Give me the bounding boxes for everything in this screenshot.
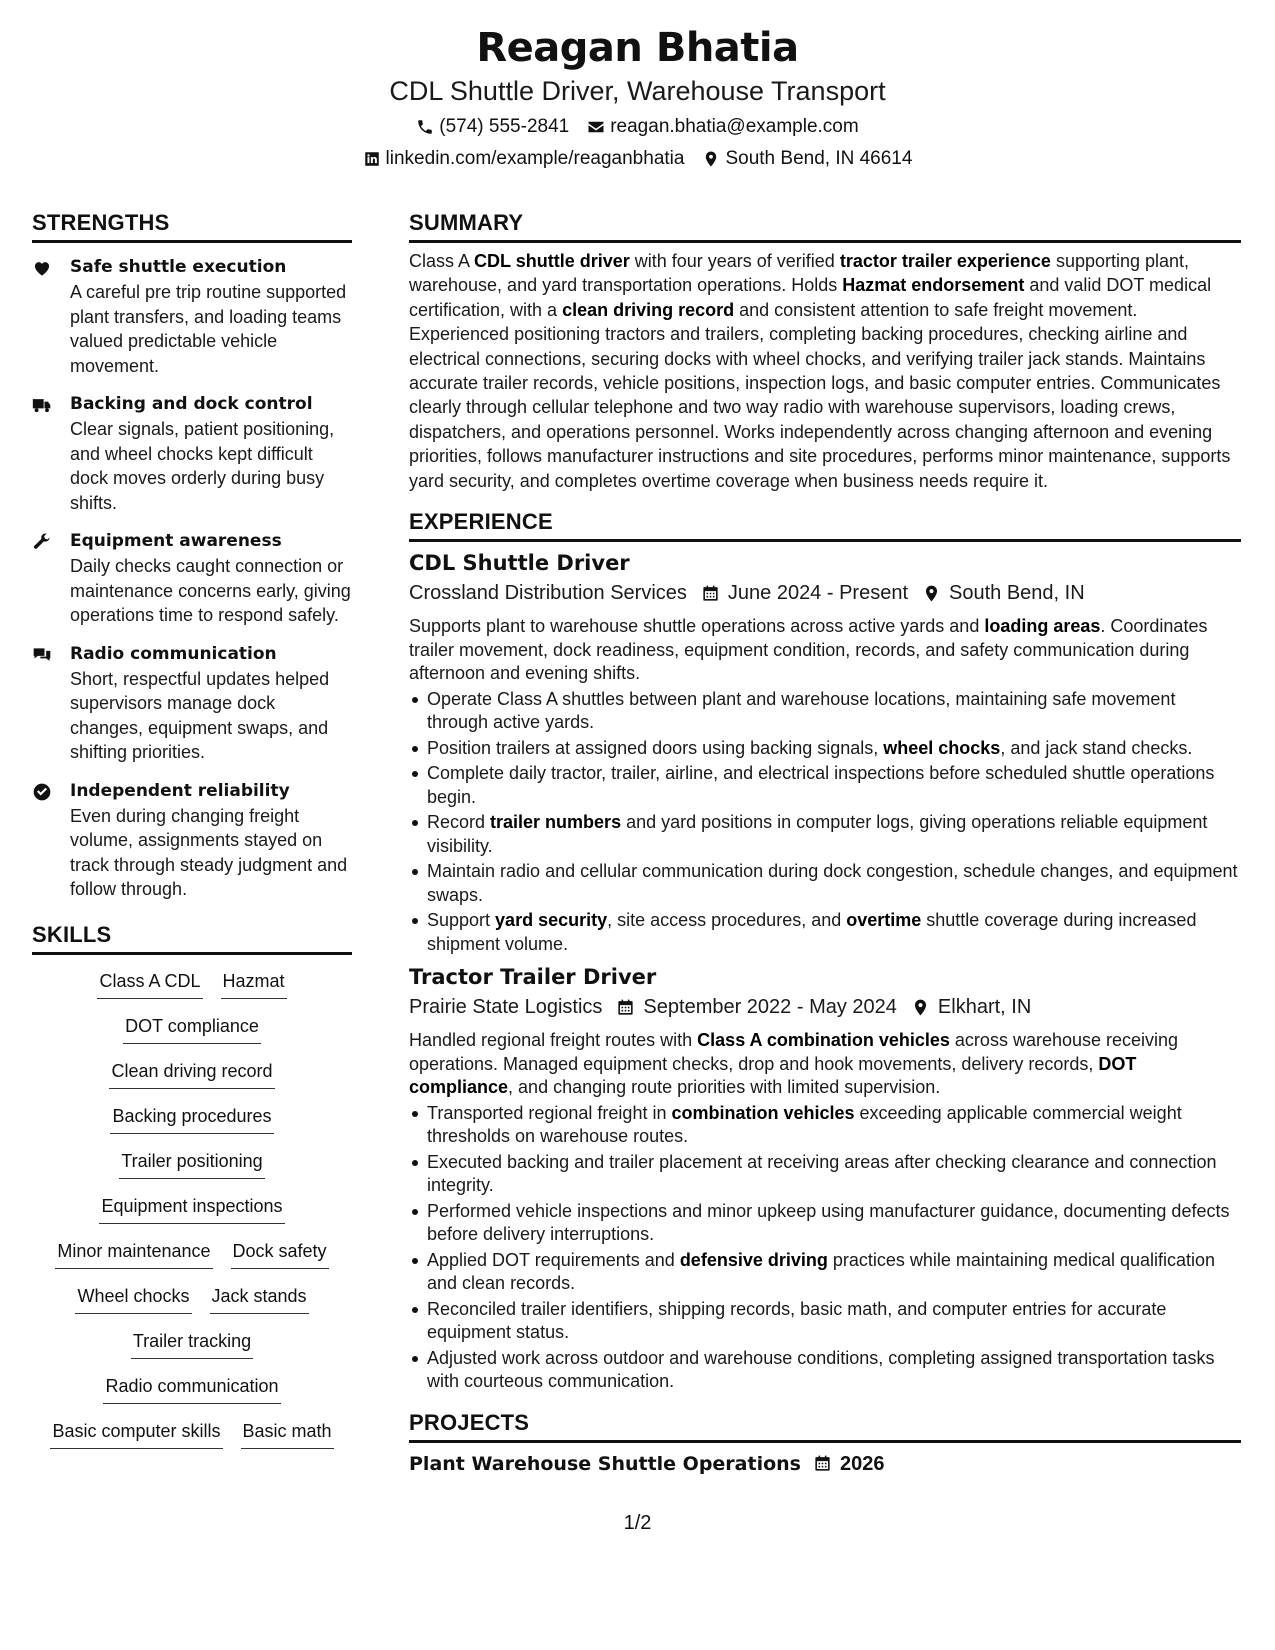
location-text: South Bend, IN 46614: [725, 148, 913, 169]
bullet-item: [409, 688, 1241, 735]
experience-list: [409, 548, 1241, 1394]
location-contact: [702, 146, 912, 172]
text-segment: Support: [427, 910, 496, 931]
location-pin-icon: [911, 998, 930, 1017]
bullet-item: [409, 762, 1241, 809]
linkedin-contact[interactable]: [363, 146, 685, 172]
phone-contact: [416, 114, 569, 140]
left-column: [32, 208, 352, 1464]
bold-keyword: combination vehicles: [671, 1102, 855, 1123]
email-contact[interactable]: [587, 114, 858, 140]
strength-icon-wrap: [32, 779, 70, 902]
skill-tag: Trailer tracking: [131, 1329, 253, 1359]
job-location: [922, 578, 1085, 608]
email-text[interactable]: reagan.bhatia@example.com: [610, 116, 859, 137]
job-dates: [701, 578, 908, 608]
text-segment: Executed backing and trailer placement at receiving areas after checking clearance and connection integrity.: [427, 1151, 1217, 1196]
bold-keyword: yard security: [495, 910, 608, 931]
text-segment: and consistent attention to safe freight movement. Experienced positioning tractors and trailers, completing backing procedures, checking airline and electrical connections, securing docks with wheel chocks, and verifying trailer jack stands. Maintains accurate trailer records, vehicle positions, inspection logs, and basic computer entries. Communicates clearly through cellular telephone and two way radio with warehouse supervisors, loading crews, dispatchers, and operations personnel. Works independently across changing afternoon and evening priorities, follows manufacturer instructions and site procedures, performs minor maintenance, supports yard security, and completes overtime coverage when business needs require it.: [409, 299, 1231, 491]
summary-heading: SUMMARY: [409, 208, 1241, 243]
job-location: [911, 992, 1031, 1022]
skill-row: [32, 1239, 352, 1284]
mail-icon: [587, 118, 605, 136]
skill-tag: Backing procedures: [110, 1104, 273, 1134]
bullet-item: [409, 811, 1241, 858]
bullet-item: [409, 860, 1241, 907]
text-segment: and yard positions in computer logs, giving operations reliable equipment visibility.: [427, 812, 1208, 856]
text-segment: shuttle coverage during increased shipment volume.: [427, 910, 1197, 954]
page-number: 1/2: [623, 1512, 652, 1534]
linkedin-text[interactable]: linkedin.com/example/reaganbhatia: [385, 148, 685, 169]
strength-description: Short, respectful updates helped supervisors manage dock changes, equipment swaps, and shifting priorities.: [70, 668, 330, 762]
job-location-text: South Bend, IN: [949, 582, 1085, 605]
bold-keyword: defensive driving: [679, 1249, 828, 1270]
text-segment: Performed vehicle inspections and minor upkeep using manufacturer guidance, documenting defects before delivery interruptions.: [427, 1200, 1230, 1245]
bullet-item: [409, 1151, 1241, 1198]
strength-icon-wrap: [32, 392, 70, 515]
text-segment: , and changing route priorities with limited supervision.: [508, 1077, 941, 1098]
skill-tag: Trailer positioning: [119, 1149, 264, 1179]
skill-tag: Dock safety: [231, 1239, 329, 1269]
skill-tag: Hazmat: [221, 969, 287, 999]
skill-row: [32, 1104, 352, 1149]
strength-description: A careful pre trip routine supported plant transfers, and loading teams valued predictable vehicle movement.: [70, 282, 347, 376]
text-segment: Applied DOT requirements and: [427, 1249, 680, 1270]
text-segment: supporting plant, warehouse, and yard transportation operations. Holds: [409, 251, 1190, 296]
strength-title: Backing and dock control: [70, 394, 313, 414]
skill-row: [32, 969, 352, 1014]
calendar-icon: [616, 998, 635, 1017]
skill-row: [32, 1059, 352, 1104]
job-bullets: [409, 1102, 1241, 1394]
strength-title: Radio communication: [70, 643, 277, 664]
skill-tag: Equipment inspections: [99, 1194, 284, 1224]
strength-description: Even during changing freight volume, assignments stayed on track through steady judgment and follow through.: [70, 805, 348, 899]
bold-keyword: loading areas: [984, 616, 1101, 637]
linkedin-icon: [363, 150, 381, 168]
skills-list: [32, 969, 352, 1464]
strength-icon-wrap: [32, 529, 70, 628]
job-dates: [616, 992, 897, 1022]
skill-row: [32, 1374, 352, 1419]
skill-row: [32, 1284, 352, 1329]
text-segment: Complete daily tractor, trailer, airline, and electrical inspections before scheduled shuttle operations begin.: [427, 763, 1215, 807]
strength-item: [32, 392, 352, 515]
strength-item: [32, 529, 352, 628]
contact-row-1: [0, 114, 1275, 140]
job-meta: [409, 578, 1241, 608]
right-column: [409, 208, 1241, 1479]
strength-item: [32, 255, 352, 378]
job-location-text: Elkhart, IN: [937, 996, 1032, 1019]
resume-header: [0, 22, 1275, 172]
bold-keyword: DOT compliance: [409, 1053, 1137, 1098]
experience-heading: EXPERIENCE: [409, 507, 1241, 542]
phone-icon: [416, 118, 434, 136]
job-entry: [409, 962, 1241, 1394]
skill-row: [32, 1194, 352, 1239]
strength-body: [70, 529, 352, 628]
calendar-icon: [701, 584, 720, 603]
skill-tag: Basic math: [241, 1419, 334, 1449]
bold-keyword: tractor trailer experience: [839, 251, 1051, 271]
bullet-item: [409, 1298, 1241, 1345]
text-segment: , and jack stand checks.: [1000, 737, 1193, 758]
strength-body: [70, 779, 352, 902]
phone-text: (574) 555-2841: [439, 116, 570, 137]
text-segment: with four years of verified: [629, 251, 840, 271]
skills-heading: SKILLS: [32, 920, 352, 955]
text-segment: Operate Class A shuttles between plant and warehouse locations, maintaining safe movement through active yards.: [427, 688, 1176, 733]
projects-list: [409, 1449, 1241, 1479]
bullet-item: [409, 1200, 1241, 1247]
strength-title: Equipment awareness: [70, 531, 282, 551]
bold-keyword: CDL shuttle driver: [474, 251, 630, 271]
job-company: Crossland Distribution Services: [409, 582, 687, 605]
job-entry: [409, 548, 1241, 956]
text-segment: Record: [427, 812, 491, 833]
text-segment: Maintain radio and cellular communication during dock congestion, schedule changes, and equipment swaps.: [427, 861, 1238, 905]
bullet-item: [409, 1102, 1241, 1149]
bold-keyword: Class A combination vehicles: [697, 1030, 950, 1051]
location-pin-icon: [702, 150, 720, 168]
text-segment: Transported regional freight in: [427, 1102, 672, 1123]
job-title: Tractor Trailer Driver: [409, 965, 657, 990]
text-segment: Reconciled trailer identifiers, shipping records, basic math, and computer entries for accurate equipment status.: [427, 1298, 1167, 1343]
bold-keyword: trailer numbers: [490, 812, 622, 833]
text-segment: across warehouse receiving operations. Managed equipment checks, drop and hook movements, delivery records,: [409, 1030, 1179, 1074]
job-meta: [409, 992, 1241, 1022]
check-circle-icon: [32, 782, 52, 802]
skill-tag: Radio communication: [103, 1374, 280, 1404]
skill-tag: Clean driving record: [109, 1059, 274, 1089]
candidate-name: Reagan Bhatia: [476, 25, 799, 71]
text-segment: Supports plant to warehouse shuttle operations across active yards and: [409, 616, 985, 637]
heart-icon: [32, 258, 52, 278]
skill-row: [32, 1014, 352, 1059]
bullet-item: [409, 737, 1241, 761]
strength-title: Independent reliability: [70, 780, 290, 801]
chat-icon: [32, 645, 52, 665]
strength-body: [70, 392, 352, 515]
text-segment: . Coordinates trailer movement, dock readiness, equipment condition, records, and safety communication during afternoon and evening shifts.: [409, 616, 1208, 684]
bold-keyword: overtime: [846, 910, 922, 931]
job-description: [409, 615, 1241, 686]
strength-description: Daily checks caught connection or maintenance concerns early, giving operations time to respond safely.: [70, 556, 351, 625]
skill-tag: Class A CDL: [97, 969, 202, 999]
strength-body: [70, 255, 352, 378]
bullet-item: [409, 1249, 1241, 1296]
bold-keyword: Hazmat endorsement: [842, 275, 1025, 296]
truck-icon: [32, 395, 52, 415]
text-segment: exceeding applicable commercial weight thresholds on warehouse routes.: [427, 1102, 1182, 1147]
project-entry: [409, 1449, 1241, 1479]
bold-keyword: clean driving record: [562, 299, 735, 320]
summary-text: [409, 249, 1241, 493]
strength-title: Safe shuttle execution: [70, 257, 287, 277]
location-pin-icon: [922, 584, 941, 603]
wrench-icon: [32, 532, 52, 552]
strength-item: [32, 642, 352, 765]
skill-row: [32, 1329, 352, 1374]
strength-item: [32, 779, 352, 902]
job-bullets: [409, 688, 1241, 957]
bold-keyword: wheel chocks: [883, 737, 1001, 758]
bullet-item: [409, 1347, 1241, 1394]
candidate-role: CDL Shuttle Driver, Warehouse Transport: [389, 76, 886, 106]
job-title: CDL Shuttle Driver: [409, 551, 630, 576]
skill-tag: Basic computer skills: [50, 1419, 222, 1449]
calendar-icon: [813, 1454, 832, 1473]
text-segment: Adjusted work across outdoor and warehouse conditions, completing assigned transportation tasks with courteous communication.: [427, 1347, 1215, 1392]
job-dates-text: June 2024 - Present: [727, 582, 909, 605]
job-description: [409, 1029, 1241, 1100]
project-date: [813, 1449, 885, 1479]
projects-heading: PROJECTS: [409, 1408, 1241, 1443]
strengths-list: [32, 255, 352, 902]
contact-row-2: [0, 146, 1275, 172]
text-segment: practices while maintaining medical qualification and clean records.: [427, 1249, 1216, 1294]
text-segment: Class A: [409, 251, 475, 271]
project-title: Plant Warehouse Shuttle Operations: [409, 1452, 801, 1475]
job-dates-text: September 2022 - May 2024: [643, 996, 897, 1019]
text-segment: , site access procedures, and: [607, 910, 847, 931]
bullet-item: [409, 909, 1241, 956]
text-segment: and valid DOT medical certification, with a: [409, 275, 1212, 320]
skill-row: [32, 1149, 352, 1194]
skill-tag: Minor maintenance: [55, 1239, 212, 1269]
strength-icon-wrap: [32, 255, 70, 378]
skill-tag: Jack stands: [210, 1284, 309, 1314]
strength-description: Clear signals, patient positioning, and wheel chocks kept difficult dock moves orderly during busy shifts.: [70, 419, 335, 513]
strength-body: [70, 642, 352, 765]
strength-icon-wrap: [32, 642, 70, 765]
text-segment: Handled regional freight routes with: [409, 1030, 698, 1051]
skill-tag: DOT compliance: [123, 1014, 261, 1044]
skill-tag: Wheel chocks: [75, 1284, 191, 1314]
text-segment: Position trailers at assigned doors using backing signals,: [427, 737, 884, 758]
strengths-heading: STRENGTHS: [32, 208, 352, 243]
job-company: Prairie State Logistics: [409, 996, 603, 1019]
project-date-text: 2026: [840, 1452, 885, 1475]
skill-row: [32, 1419, 352, 1464]
